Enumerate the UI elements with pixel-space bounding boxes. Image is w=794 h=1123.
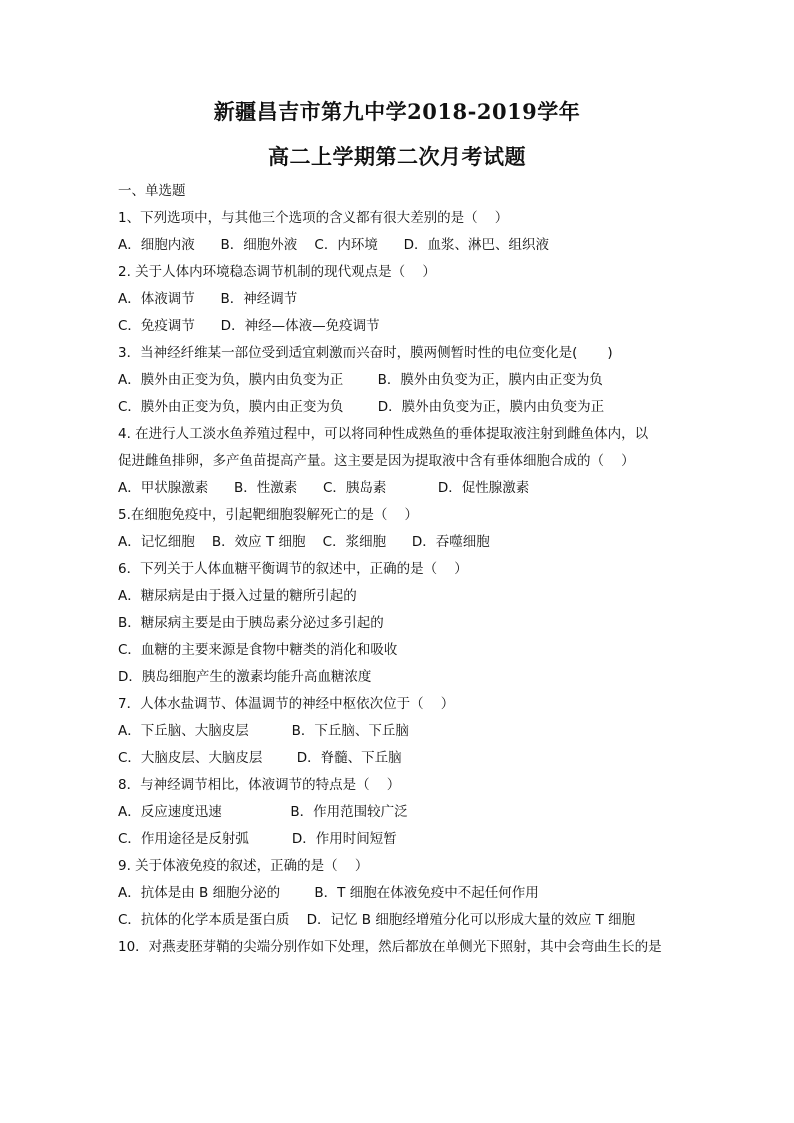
question-1: 1、下列选项中，与其他三个选项的含义都有很大差别的是（ ） — [118, 210, 509, 226]
question-6: 6．下列关于人体血糖平衡调节的叙述中，正确的是（ ） — [118, 561, 468, 577]
question-5: 5.在细胞免疫中，引起靶细胞裂解死亡的是（ ） — [118, 507, 419, 523]
question-2-options-ab: A．体液调节 B．神经调节 — [118, 291, 298, 307]
question-2-options-cd: C．免疫调节 D．神经—体液—免疫调节 — [118, 318, 380, 334]
exam-title-line-1: 新疆昌吉市第九中学2018-2019学年 — [213, 99, 581, 124]
question-10: 10．对燕麦胚芽鞘的尖端分别作如下处理，然后都放在单侧光下照射，其中会弯曲生长的是 — [118, 939, 662, 955]
question-list — [118, 178, 718, 961]
question-7: 7．人体水盐调节、体温调节的神经中枢依次位于（ ） — [118, 696, 455, 712]
question-8-options-ab: A．反应速度迅速 B．作用范围较广泛 — [118, 804, 408, 820]
question-5-options: A．记忆细胞 B．效应 T 细胞 C．浆细胞 D．吞噬细胞 — [118, 534, 490, 550]
question-6-option-b: B．糖尿病主要是由于胰岛素分泌过多引起的 — [118, 615, 384, 631]
question-3-options-ab: A．膜外由正变为负，膜内由负变为正 B．膜外由负变为正，膜内由正变为负 — [118, 372, 603, 388]
question-4-part-1: 4. 在进行人工淡水鱼养殖过程中，可以将同种性成熟鱼的垂体提取液注射到雌鱼体内，以 — [118, 426, 649, 442]
question-2: 2. 关于人体内环境稳态调节机制的现代观点是（ ） — [118, 264, 436, 280]
question-4-options: A．甲状腺激素 B．性激素 C．胰岛素 D．促性腺激素 — [118, 480, 530, 496]
question-9: 9. 关于体液免疫的叙述，正确的是（ ） — [118, 858, 369, 874]
exam-title-line-2: 高二上学期第二次月考试题 — [268, 144, 526, 169]
question-1-options: A．细胞内液 B．细胞外液 C．内环境 D．血浆、淋巴、组织液 — [118, 237, 549, 253]
question-6-option-d: D．胰岛细胞产生的激素均能升高血糖浓度 — [118, 669, 372, 685]
section-heading: 一、单选题 — [118, 183, 186, 199]
question-8: 8．与神经调节相比，体液调节的特点是（ ） — [118, 777, 401, 793]
question-9-options-ab: A．抗体是由 B 细胞分泌的 B．T 细胞在体液免疫中不起任何作用 — [118, 885, 539, 901]
question-7-options-cd: C．大脑皮层、大脑皮层 D．脊髓、下丘脑 — [118, 750, 402, 766]
question-6-option-a: A．糖尿病是由于摄入过量的糖所引起的 — [118, 588, 357, 604]
question-4-part-2: 促进雌鱼排卵，多产鱼苗提高产量。这主要是因为提取液中含有垂体细胞合成的（ ） — [118, 453, 635, 469]
question-3: 3．当神经纤维某一部位受到适宜刺激而兴奋时，膜两侧暂时性的电位变化是( ) — [118, 345, 613, 361]
question-6-option-c: C．血糖的主要来源是食物中糖类的消化和吸收 — [118, 642, 398, 658]
question-8-options-cd: C．作用途径是反射弧 D．作用时间短暂 — [118, 831, 397, 847]
question-7-options-ab: A．下丘脑、大脑皮层 B．下丘脑、下丘脑 — [118, 723, 409, 739]
question-9-options-cd: C．抗体的化学本质是蛋白质 D．记忆 B 细胞经增殖分化可以形成大量的效应 T 细胞 — [118, 912, 636, 928]
question-3-options-cd: C．膜外由正变为负，膜内由正变为负 D．膜外由负变为正，膜内由负变为正 — [118, 399, 605, 415]
